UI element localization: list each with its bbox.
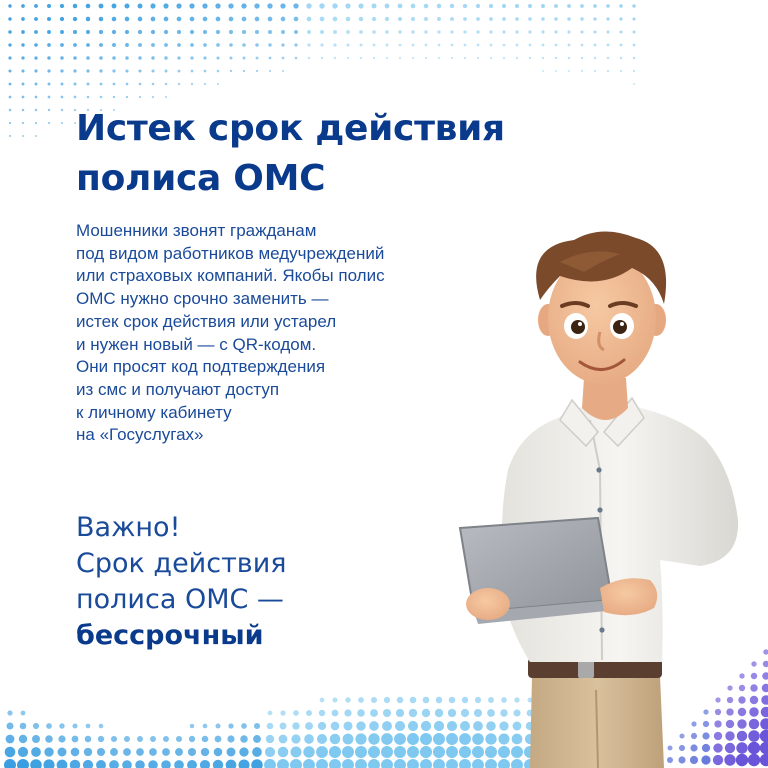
headline-line-1: Истек срок действия — [76, 108, 505, 149]
important-label: Важно! — [76, 512, 181, 543]
body-line: и нужен новый — с QR-кодом. — [76, 334, 317, 354]
body-line: истек срок действия или устарел — [76, 311, 337, 331]
body-line: на «Госуслугах» — [76, 425, 204, 445]
important-line: полиса ОМС — — [76, 584, 284, 615]
body-line: из смс и получают доступ — [76, 379, 280, 399]
important-note — [76, 510, 287, 654]
body-line: или страховых компаний. Якобы полис — [76, 266, 385, 286]
headline — [76, 104, 505, 204]
body-line: ОМС нужно срочно заменить — — [76, 289, 329, 309]
important-emphasis: бессрочный — [76, 620, 264, 651]
neck — [582, 378, 628, 420]
body-line: к личному кабинету — [76, 402, 232, 422]
head — [536, 231, 666, 384]
body-line: под видом работников медучреждений — [76, 243, 385, 263]
trousers — [530, 676, 664, 768]
body-paragraph — [76, 220, 385, 447]
man-with-laptop-illustration — [440, 225, 768, 768]
headline-line-2: полиса ОМС — [76, 158, 326, 199]
body-line: Мошенники звонят гражданам — [76, 221, 317, 240]
important-line: Срок действия — [76, 548, 287, 579]
body-line: Они просят код подтверждения — [76, 357, 326, 377]
